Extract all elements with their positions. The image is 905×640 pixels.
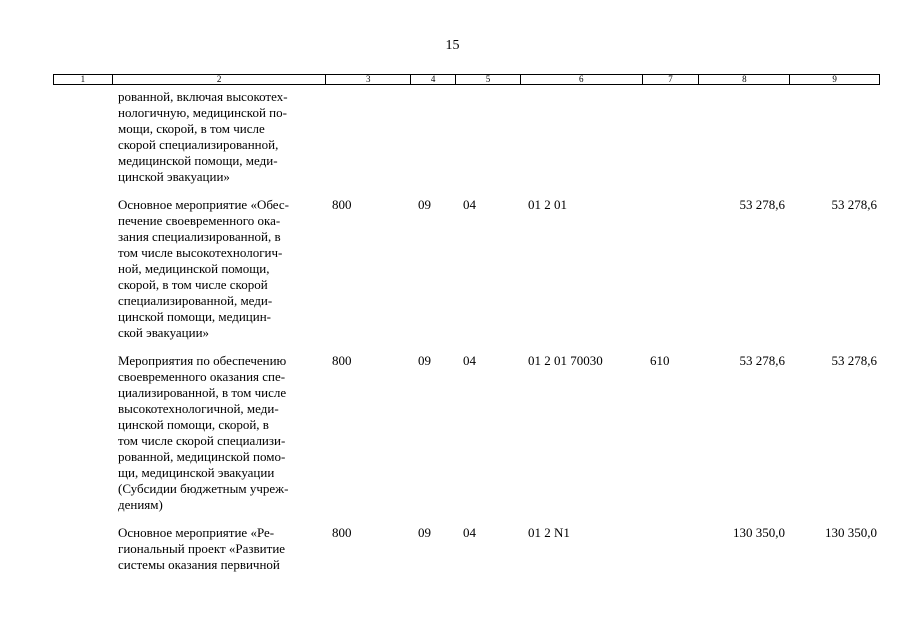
row-name-line: том числе высокотехнологич- — [118, 245, 283, 260]
row-name-line: дениям) — [118, 497, 163, 512]
row-code-cell: 800 — [332, 353, 352, 368]
table-row — [0, 89, 905, 197]
row-sum1-cell: 53 278,6 — [739, 197, 785, 212]
row-name-line: медицинской помощи, меди- — [118, 153, 278, 168]
header-col-2: 2 — [113, 75, 326, 84]
row-name-line: специализированной, меди- — [118, 293, 273, 308]
row-section-cell: 09 — [418, 353, 431, 368]
row-subsection-cell: 04 — [463, 353, 476, 368]
header-col-5: 5 — [456, 75, 521, 84]
row-name-cell — [118, 89, 330, 185]
row-sum1-cell: 53 278,6 — [739, 353, 785, 368]
row-code-cell: 800 — [332, 197, 352, 212]
row-name-line: Основное мероприятие «Ре- — [118, 525, 275, 540]
row-name-line: Мероприятия по обеспечению — [118, 353, 287, 368]
row-name-line: рованной, включая высокотех- — [118, 89, 288, 104]
row-name-line: ной, медицинской помощи, — [118, 261, 270, 276]
table-header-row — [53, 74, 880, 85]
row-name-cell — [118, 525, 330, 573]
row-code-cell: 800 — [332, 525, 352, 540]
header-col-3: 3 — [326, 75, 411, 84]
row-name-line: высокотехнологичной, меди- — [118, 401, 279, 416]
header-col-4: 4 — [411, 75, 456, 84]
row-name-line: печение своевременного ока- — [118, 213, 281, 228]
row-name-line: (Субсидии бюджетным учреж- — [118, 481, 289, 496]
row-subsection-cell: 04 — [463, 197, 476, 212]
header-col-9: 9 — [832, 74, 837, 84]
header-col-7: 7 — [643, 75, 700, 84]
row-name-line: цинской помощи, скорой, в — [118, 417, 269, 432]
row-name-line: зания специализированной, в — [118, 229, 281, 244]
row-target-cell: 01 2 N1 — [528, 525, 570, 540]
row-target-cell: 01 2 01 70030 — [528, 353, 603, 368]
row-name-line: системы оказания первичной — [118, 557, 280, 572]
row-name-line: скорой, в том числе скорой — [118, 277, 268, 292]
table-row — [0, 353, 905, 525]
row-sum2-cell: 130 350,0 — [825, 525, 877, 540]
table-row — [0, 525, 905, 585]
row-section-cell: 09 — [418, 525, 431, 540]
row-name-line: рованной, медицинской помо- — [118, 449, 286, 464]
table-row — [0, 197, 905, 353]
row-sum2-cell: 53 278,6 — [831, 197, 877, 212]
row-name-line: Основное мероприятие «Обес- — [118, 197, 289, 212]
row-name-line: своевременного оказания спе- — [118, 369, 286, 384]
row-name-line: нологичную, медицинской по- — [118, 105, 287, 120]
row-section-cell: 09 — [418, 197, 431, 212]
row-name-line: том числе скорой специализи- — [118, 433, 286, 448]
header-col-1: 1 — [54, 75, 113, 84]
row-name-line: цинской помощи, медицин- — [118, 309, 272, 324]
row-name-cell — [118, 197, 330, 341]
row-name-line: гиональный проект «Развитие — [118, 541, 286, 556]
row-sum1-cell: 130 350,0 — [733, 525, 785, 540]
row-name-line: циализированной, в том числе — [118, 385, 287, 400]
row-name-line: скорой специализированной, — [118, 137, 279, 152]
row-name-cell — [118, 353, 330, 513]
row-name-line: мощи, скорой, в том числе — [118, 121, 265, 136]
row-name-line: щи, медицинской эвакуации — [118, 465, 275, 480]
header-col-8: 8 — [699, 75, 790, 84]
row-sum2-cell: 53 278,6 — [831, 353, 877, 368]
row-name-line: цинской эвакуации» — [118, 169, 230, 184]
table-body — [0, 89, 905, 585]
row-subsection-cell: 04 — [463, 525, 476, 540]
header-col-6: 6 — [521, 75, 643, 84]
row-expense-type-cell: 610 — [650, 353, 670, 368]
page-number: 15 — [445, 38, 460, 53]
row-name-line: ской эвакуации» — [118, 325, 210, 340]
row-target-cell: 01 2 01 — [528, 197, 567, 212]
